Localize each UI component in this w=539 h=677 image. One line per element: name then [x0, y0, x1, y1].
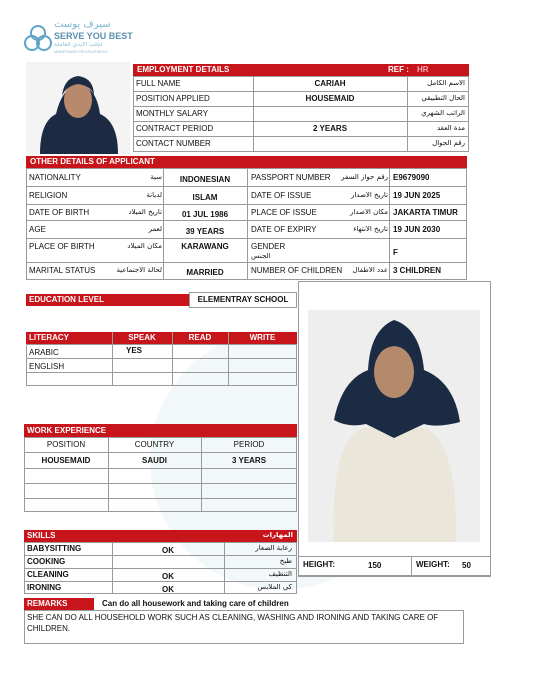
literacy-title: LITERACY — [29, 334, 69, 342]
detail-label-ar: سية — [150, 174, 162, 181]
work-period: 3 YEARS — [231, 457, 267, 465]
detail-label-ar: الجنس — [251, 253, 271, 260]
remarks-detail: SHE CAN DO ALL HOUSEHOLD WORK SUCH AS CLEANING, WASHING AND IRONING AND TAKING CARE OF CHILDREN. — [27, 613, 439, 633]
weight-label: WEIGHT: — [416, 561, 450, 569]
detail-label-ar: مكان الاصدار — [350, 209, 388, 216]
skill-value: OK — [162, 547, 174, 555]
height-value: 150 — [368, 562, 382, 570]
work-country: SAUDI — [142, 457, 167, 465]
weight-value: 50 — [462, 562, 471, 570]
work-header — [24, 424, 297, 437]
detail-value: JAKARTA TIMUR — [393, 209, 458, 217]
detail-label: NUMBER OF CHILDREN — [251, 267, 343, 275]
detail-value: 01 JUL 1986 — [181, 211, 229, 219]
applicant-portrait-small — [26, 62, 130, 154]
detail-label: DATE OF ISSUE — [251, 192, 312, 200]
employment-field-label-ar: الحال التطبيقي — [421, 95, 465, 102]
other-details-header — [26, 156, 467, 168]
detail-label: PLACE OF BIRTH — [29, 243, 95, 251]
detail-label-ar: عدد الاطفال — [352, 267, 388, 274]
employment-field-label: CONTACT NUMBER — [136, 140, 211, 148]
detail-value: E9679090 — [393, 174, 430, 182]
employment-field-label: CONTRACT PERIOD — [136, 125, 214, 133]
detail-label: RELIGION — [29, 192, 68, 200]
employment-field-label: MONTHLY SALARY — [136, 110, 209, 118]
education-label: EDUCATION LEVEL — [29, 296, 104, 304]
logo-sub-arabic: لجلب الأيدي العاملة — [54, 42, 103, 48]
ref-label: REF : — [388, 66, 409, 74]
work-column-header: POSITION — [46, 441, 86, 449]
detail-value: 39 YEARS — [185, 228, 225, 236]
skill-label-ar: رعاية الصغار — [255, 545, 292, 552]
skills-header — [24, 530, 297, 542]
skill-value: OK — [162, 573, 174, 581]
detail-label-ar: تاريخ الاصدار — [350, 192, 388, 199]
company-logo — [20, 20, 140, 60]
literacy-language: ENGLISH — [29, 363, 65, 371]
skill-label: IRONING — [27, 584, 62, 592]
detail-label-ar: تاريخ الانتهاء — [353, 226, 388, 233]
employment-field-label-ar: الراتب الشهري — [421, 110, 465, 117]
detail-value: 19 JUN 2030 — [393, 226, 441, 234]
remarks-label: REMARKS — [27, 600, 68, 608]
other-details-title: OTHER DETAILS OF APPLICANT — [30, 158, 155, 166]
ref-value: HR — [417, 66, 429, 74]
detail-label: DATE OF EXPIRY — [251, 226, 317, 234]
employment-field-value: 2 YEARS — [312, 125, 348, 133]
employment-field-label-ar: مدة العقد — [437, 125, 465, 132]
employment-title: EMPLOYMENT DETAILS — [137, 66, 230, 74]
height-label: HEIGHT: — [303, 561, 335, 569]
skill-label: BABYSITTING — [27, 545, 82, 553]
detail-value: F — [393, 249, 398, 257]
remarks-label-cell — [24, 598, 94, 610]
detail-label: PASSPORT NUMBER — [251, 174, 331, 182]
applicant-portrait-large — [308, 310, 480, 542]
work-title: WORK EXPERIENCE — [27, 427, 107, 435]
detail-label: NATIONALITY — [29, 174, 81, 182]
literacy-table — [26, 344, 297, 386]
work-position: HOUSEMAID — [41, 457, 91, 465]
employment-field-label: FULL NAME — [136, 80, 181, 88]
detail-value: 19 JUN 2025 — [393, 192, 441, 200]
work-column-header: COUNTRY — [134, 441, 175, 449]
detail-value: KARAWANG — [181, 243, 229, 251]
skill-value: OK — [162, 586, 174, 594]
detail-value: MARRIED — [186, 269, 224, 277]
education-label-cell — [26, 294, 189, 306]
detail-value: INDONESIAN — [179, 176, 231, 184]
literacy-column-header: READ — [188, 334, 212, 342]
skill-label: CLEANING — [27, 571, 69, 579]
employment-field-value: CARIAH — [314, 80, 346, 88]
logo-emblem-icon — [22, 23, 54, 55]
education-value: ELEMENTRAY SCHOOL — [197, 296, 289, 304]
logo-sub: MANPOWER RECRUITMENT — [54, 50, 109, 54]
literacy-column-header: SPEAK — [128, 334, 156, 342]
skill-label-ar: طبخ — [279, 558, 292, 565]
employment-header — [133, 64, 469, 76]
detail-label: PLACE OF ISSUE — [251, 209, 317, 217]
employment-field-value: HOUSEMAID — [305, 95, 355, 103]
detail-label-ar: لعمر — [148, 226, 162, 233]
literacy-speak: YES — [126, 347, 143, 355]
literacy-column-header: WRITE — [249, 334, 276, 342]
detail-value: ISLAM — [192, 194, 218, 202]
skills-title: SKILLS — [27, 532, 56, 540]
logo-name: SERVE YOU BEST — [54, 32, 133, 41]
skill-label: COOKING — [27, 558, 66, 566]
detail-label-ar: لحالة الاجتماعية — [116, 267, 162, 274]
skill-label-ar: التنظيف — [268, 571, 292, 578]
literacy-language: ARABIC — [29, 349, 59, 357]
skill-label-ar: كي الملابس — [257, 584, 292, 591]
detail-label-ar: تاريخ الميلاد — [128, 209, 162, 216]
detail-label: AGE — [29, 226, 46, 234]
skills-title-ar: المهارات — [262, 532, 293, 539]
detail-value: 3 CHILDREN — [393, 267, 442, 275]
remarks-summary: Can do all housework and taking care of children — [102, 600, 289, 608]
detail-label: GENDER — [251, 243, 286, 251]
employment-field-label-ar: الاسم الكامل — [427, 80, 465, 87]
detail-label-ar: مكان الميلاد — [127, 243, 162, 250]
work-column-header: PERIOD — [233, 441, 265, 449]
detail-label: MARITAL STATUS — [29, 267, 96, 275]
logo-arabic: سيرف يوست — [54, 20, 111, 30]
detail-label: DATE OF BIRTH — [29, 209, 90, 217]
detail-label-ar: لديانة — [146, 192, 162, 199]
employment-field-label-ar: رقم الجوال — [432, 140, 465, 147]
detail-label-ar: رقم جواز السفر — [341, 174, 388, 181]
employment-field-label: POSITION APPLIED — [136, 95, 210, 103]
